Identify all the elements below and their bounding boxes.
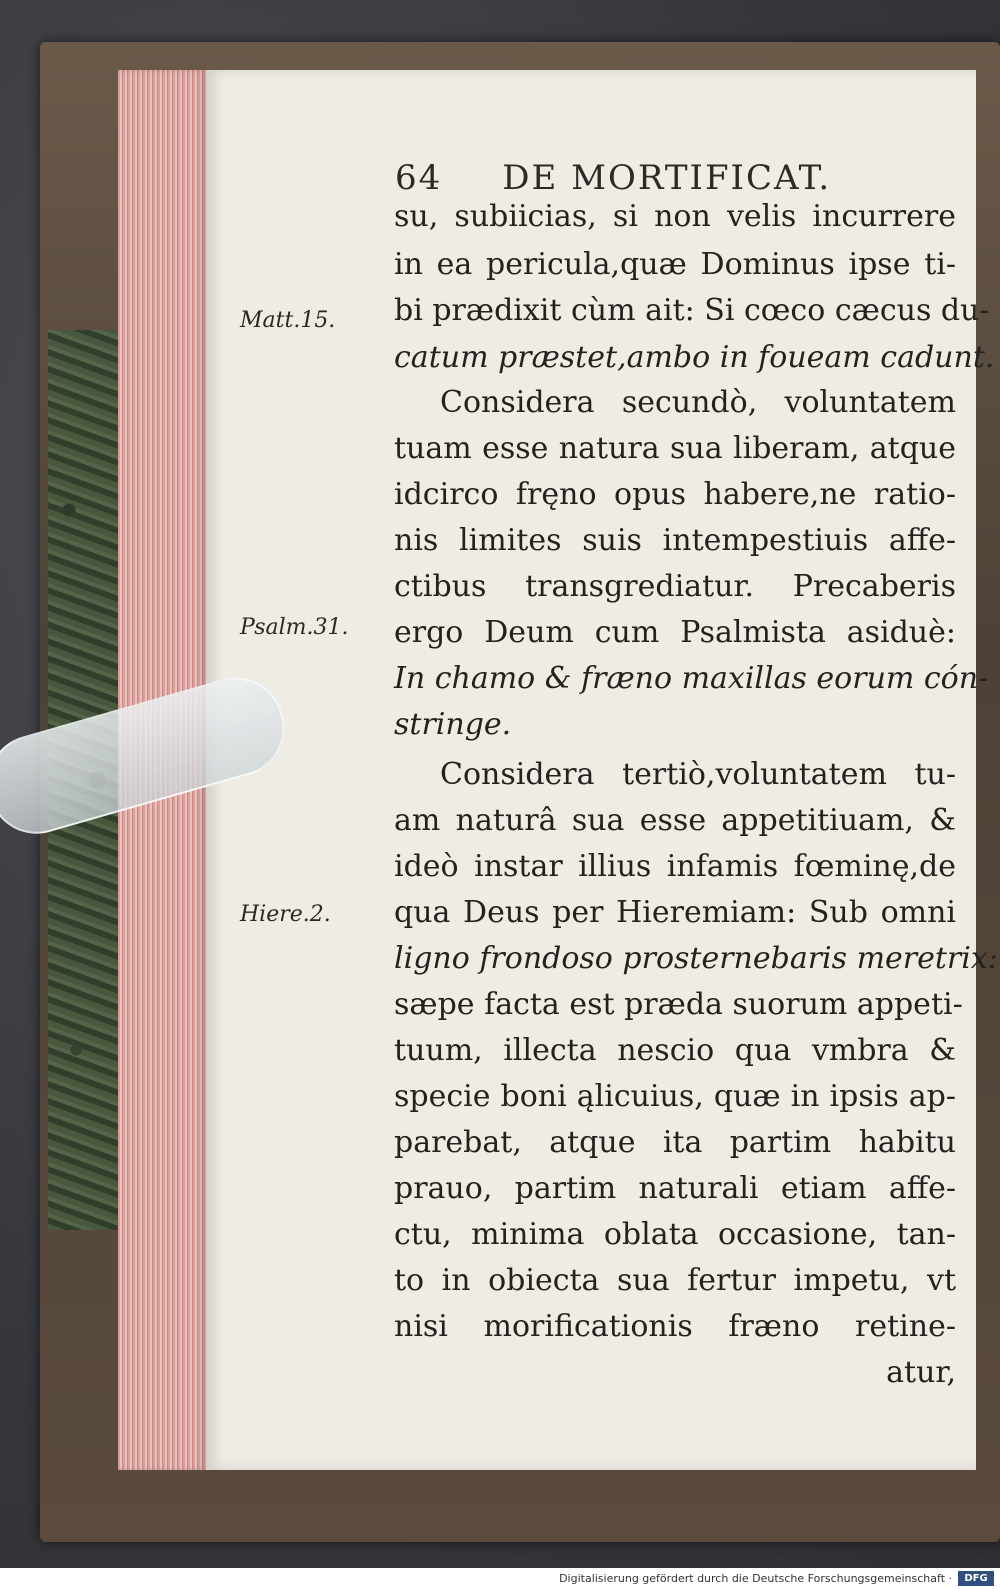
text-line: tuum, illecta nescio qua vmbra & bbox=[394, 1033, 956, 1068]
text-line: parebat, atque ita partim habitu bbox=[394, 1125, 956, 1160]
text-line: ctibus transgrediatur. Precaberis bbox=[394, 569, 956, 604]
text-line: nisi morificationis fræno retine- bbox=[394, 1309, 956, 1344]
text-line: to in obiecta sua fertur impetu, vt bbox=[394, 1263, 956, 1298]
page-header bbox=[395, 158, 865, 198]
text-line: specie boni ąlicuius, quæ in ipsis ap- bbox=[394, 1079, 956, 1114]
text-line: am naturâ sua esse appetitiuam, & bbox=[394, 803, 956, 838]
text-line: idcirco fręno opus habere,ne ratio- bbox=[394, 477, 956, 512]
footer-bar bbox=[0, 1568, 1000, 1590]
dfg-logo: DFG bbox=[958, 1571, 994, 1586]
text-line: catum præstet,ambo in foueam cadunt. bbox=[394, 340, 995, 375]
text-line: tuam esse natura sua liberam, atque bbox=[394, 431, 956, 466]
text-line: ergo Deum cum Psalmista asiduè: bbox=[394, 615, 956, 650]
text-line: sæpe facta est præda suorum appeti- bbox=[394, 987, 963, 1022]
text-line: su, subiicias, si non velis incurrere bbox=[394, 199, 956, 234]
text-line: nis limites suis intempestiuis affe- bbox=[394, 523, 956, 558]
text-line: ideò instar illius infamis fœminę,de bbox=[394, 849, 956, 884]
text-line: Considera secundò, voluntatem bbox=[440, 385, 956, 420]
page-number: 64 bbox=[395, 158, 443, 198]
text-line: ligno frondoso prosternebaris meretrix: bbox=[394, 941, 998, 976]
margin-note: Hiere.2. bbox=[240, 902, 331, 927]
catchword: atur, bbox=[886, 1355, 956, 1390]
margin-note: Psalm.31. bbox=[240, 615, 349, 640]
running-title: DE MORTIFICAT. bbox=[502, 158, 832, 198]
margin-note: Matt.15. bbox=[240, 308, 336, 333]
text-line: ctu, minima oblata occasione, tan- bbox=[394, 1217, 956, 1252]
funding-credit: Digitalisierung gefördert durch die Deutsche Forschungsgemeinschaft · bbox=[559, 1572, 952, 1585]
text-line: stringe. bbox=[394, 707, 512, 742]
text-line: prauo, partim naturali etiam affe- bbox=[394, 1171, 956, 1206]
text-line: bi prædixit cùm ait: Si cœco cæcus du- bbox=[394, 293, 990, 328]
text-line: qua Deus per Hieremiam: Sub omni bbox=[394, 895, 956, 930]
text-line: Considera tertiò,voluntatem tu- bbox=[440, 757, 956, 792]
text-line: in ea pericula,quæ Dominus ipse ti- bbox=[394, 247, 956, 282]
text-line: In chamo & fræno maxillas eorum cón- bbox=[394, 661, 989, 696]
